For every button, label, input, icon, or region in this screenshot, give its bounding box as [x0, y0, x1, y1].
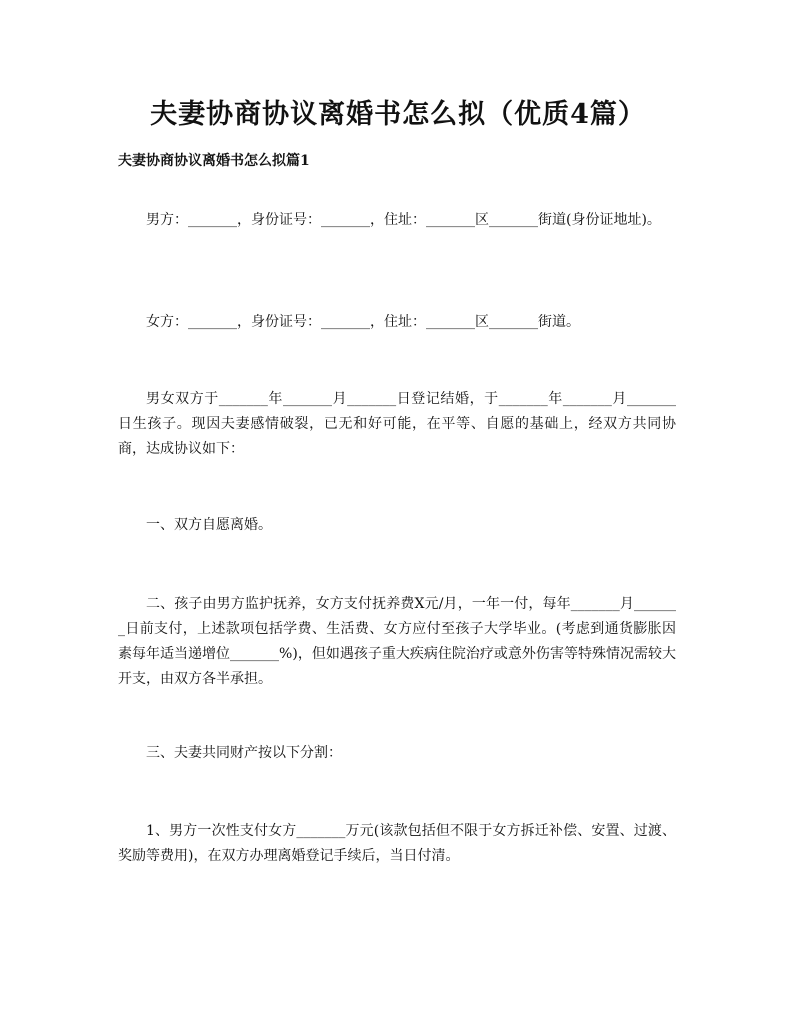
- paragraph-wife-info: 女方：_______，身份证号：_______，住址：_______区_______街道。: [146, 314, 580, 330]
- paragraph-clause-2: 二、孩子由男方监护抚养，女方支付抚养费X元/月，一年一付，每年_______月_______日前支付，上述款项包括学费、生活费、女方应付至孩子大学毕业。(考虑到通货膨胀因素每年适当递增位_______%)，但如遇孩子重大疾病住院治疗或意外伤害等特殊情况需较大开支，由双方各半承担。: [118, 596, 676, 687]
- paragraph-clause-3: 三、夫妻共同财产按以下分割：: [146, 745, 342, 761]
- paragraph-husband-info: 男方：_______，身份证号：_______，住址：_______区_______街道(身份证地址)。: [146, 212, 661, 228]
- section-heading: 夫妻协商协议离婚书怎么拟篇1: [118, 153, 310, 169]
- paragraph-marriage-background: 男女双方于_______年_______月_______日登记结婚，于_______年_______月_______日生孩子。现因夫妻感情破裂，已无和好可能，在平等、自愿的基础上，经双方共同协商，达成协议如下：: [118, 391, 676, 457]
- document-title: 夫妻协商协议离婚书怎么拟（优质4篇）: [150, 99, 646, 130]
- paragraph-clause-1: 一、双方自愿离婚。: [146, 517, 272, 533]
- paragraph-clause-3-item-1: 1、男方一次性支付女方_______万元(该款包括但不限于女方拆迁补偿、安置、过渡、奖励等费用)，在双方办理离婚登记手续后，当日付清。: [118, 823, 676, 864]
